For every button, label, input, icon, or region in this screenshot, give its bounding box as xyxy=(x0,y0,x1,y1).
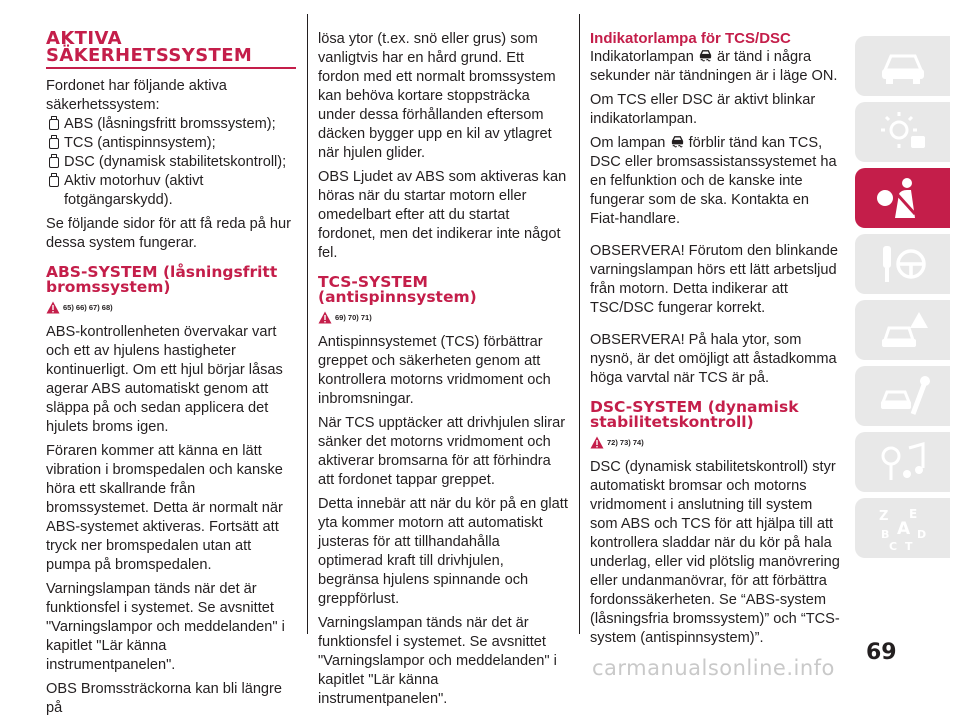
paragraph: OBS Ljudet av ABS som aktiveras kan höras när du startar motorn eller omedelbart efter att du startat fordonet, men det indikerar inte något fel. xyxy=(318,169,567,261)
skid-car-icon xyxy=(698,48,713,63)
warning-refs-text: 69) 70) 71) xyxy=(335,313,372,322)
svg-text:Z: Z xyxy=(878,509,888,524)
paragraph: OBSERVERA! Förutom den blinkande varningslampan hörs ett lätt arbetsljud från motorn. Detta indikerar att TSC/DSC fungerar korrekt. xyxy=(590,243,838,316)
paragraph: Om TCS eller DSC är aktivt blinkar indikatorlampan. xyxy=(590,92,816,127)
chapter-tab-vehicle[interactable] xyxy=(855,36,950,96)
warning-refs-text: 65) 66) 67) 68) xyxy=(63,303,113,312)
paragraph: OBSERVERA! På hala ytor, som nysnö, är det omöjligt att åstadkomma höga varvtal när TCS är på. xyxy=(590,332,837,386)
warning-triangle-icon xyxy=(318,311,332,324)
paragraph: lösa ytor (t.ex. snö eller grus) som vanligtvis har en hård grund. Ett fordon med ett normalt bromssystem kan behöva kortare stoppsträcka under dessa förhållanden eftersom däcken bygger upp en kil av ytlagret när hjulen glider. xyxy=(318,31,556,161)
paragraph-text: Om lampan xyxy=(590,135,666,151)
alphabet-index-icon xyxy=(875,504,931,552)
paragraph: Föraren kommer att känna en lätt vibration i bromspedalen och kanske höra ett skallrande från bromssystemet. Detta är normalt när ABS-systemet aktiveras. Fortsätt att tryck ner bromspedalen utan att pumpa på bromspedalen. xyxy=(46,443,283,573)
svg-text:E: E xyxy=(908,507,917,521)
wrench-car-icon xyxy=(875,372,931,420)
paragraph: Varningslampan tänds när det är funktionsfel i systemet. Se avsnittet "Varningslampor och meddelanden" i kapitlet "Lär känna instrumentpanelen". xyxy=(318,615,557,707)
warning-triangle-icon xyxy=(590,436,604,449)
paragraph xyxy=(590,48,840,86)
chapter-tab-emergency[interactable] xyxy=(855,300,950,360)
bullet-item: ABS (låsningsfritt bromssystem); xyxy=(46,115,296,134)
chapter-tab-safety[interactable] xyxy=(855,168,950,228)
watermark: carmanualsonline.info xyxy=(592,656,835,680)
paragraph-text: är tänd i några sekunder när tändningen är i läge ON. xyxy=(590,49,838,84)
column-3 xyxy=(590,30,840,653)
dashboard-lights-icon xyxy=(875,108,931,156)
warning-refs xyxy=(46,298,296,317)
paragraph: OBS Bromssträckorna kan bli längre på xyxy=(46,681,283,716)
intro-text: Fordonet har följande aktiva säkerhetssystem: xyxy=(46,78,227,113)
media-navigation-icon xyxy=(875,438,931,486)
warning-refs xyxy=(590,433,840,452)
paragraph: Detta innebär att när du kör på en glatt yta kommer motorn att automatiskt justeras för att tillhandahålla optimerad kraft till drivhjulen, begränsa hjulens spinnande och greppförlust. xyxy=(318,496,568,607)
see-text: Se följande sidor för att få reda på hur dessa system fungerar. xyxy=(46,216,292,251)
chapter-tab-multimedia[interactable] xyxy=(855,432,950,492)
abs-heading: ABS-SYSTEM (låsningsfritt bromssystem) xyxy=(46,263,278,296)
paragraph: ABS-kontrollenheten övervakar vart och ett av hjulens hastigheter kontinuerligt. Om ett hjul börjar låsas agerar ABS automatiskt genom att släppa på och sedan applicera det hjulets broms igen. xyxy=(46,324,283,435)
warning-car-icon xyxy=(875,306,931,354)
svg-text:B: B xyxy=(880,528,889,541)
seatbelt-airbag-icon xyxy=(875,174,931,222)
indicator-heading: Indikatorlampa för TCS/DSC xyxy=(590,30,791,47)
chapter-tab-starting[interactable] xyxy=(855,234,950,294)
chapter-tab-maintenance[interactable] xyxy=(855,366,950,426)
warning-triangle-icon xyxy=(46,301,60,314)
column-divider xyxy=(579,14,580,634)
paragraph-text: Indikatorlampan xyxy=(590,49,694,65)
column-2 xyxy=(318,30,568,714)
section-heading-active-safety: AKTIVA SÄKERHETSSYSTEM xyxy=(46,30,296,69)
dsc-heading: DSC-SYSTEM (dynamisk stabilitetskontroll) xyxy=(590,398,799,431)
paragraph: När TCS upptäcker att drivhjulen slirar sänker det motorns vridmoment och aktiverar bromsarna för att förhindra att fordonet tappar greppet. xyxy=(318,415,566,488)
chapter-tab-instruments[interactable] xyxy=(855,102,950,162)
svg-text:C: C xyxy=(888,540,897,552)
bullet-item: Aktiv motorhuv (aktivt fotgängarskydd). xyxy=(46,172,296,210)
svg-text:T: T xyxy=(904,540,913,552)
key-steering-icon xyxy=(875,240,931,288)
svg-text:A: A xyxy=(896,519,910,539)
svg-text:D: D xyxy=(916,528,926,541)
paragraph-text: förblir tänd kan TCS, DSC eller bromsassistanssystemet ha en felfunktion och de kanske inte fungerar som de ska. Kontakta en Fiat-handlare. xyxy=(590,135,837,227)
column-divider xyxy=(307,14,308,634)
paragraph xyxy=(590,134,840,229)
tcs-heading: TCS-SYSTEM (antispinnsystem) xyxy=(318,273,477,306)
chapter-tabs xyxy=(855,36,950,564)
page-number: 69 xyxy=(866,640,897,665)
paragraph: Antispinnsystemet (TCS) förbättrar greppet och säkerheten genom att kontrollera motorns vridmoment och inbromsningar. xyxy=(318,334,551,407)
warning-refs xyxy=(318,308,568,327)
bullet-item: TCS (antispinnsystem); xyxy=(46,134,296,153)
car-front-icon xyxy=(875,42,931,90)
warning-refs-text: 72) 73) 74) xyxy=(607,438,644,447)
paragraph: Varningslampan tänds när det är funktionsfel i systemet. Se avsnittet "Varningslampor och meddelanden" i kapitlet "Lär känna instrumentpanelen". xyxy=(46,581,285,673)
bullet-item: DSC (dynamisk stabilitetskontroll); xyxy=(46,153,296,172)
skid-car-icon xyxy=(670,134,685,149)
chapter-tab-index[interactable] xyxy=(855,498,950,558)
column-1 xyxy=(46,30,296,723)
paragraph: DSC (dynamisk stabilitetskontroll) styr automatiskt bromsar och motorns vridmoment i anslutning till system som ABS och TCS för att hjälpa till att kontrollera sladdar när du kör på hala underlag, eller vid plötslig manövrering eller undanmanövrar, för att förbättra fordonssäkerheten. Se “ABS-system (låsningsfria bromssystem)” och “TCS-system (antispinnsystem)”. xyxy=(590,459,840,646)
